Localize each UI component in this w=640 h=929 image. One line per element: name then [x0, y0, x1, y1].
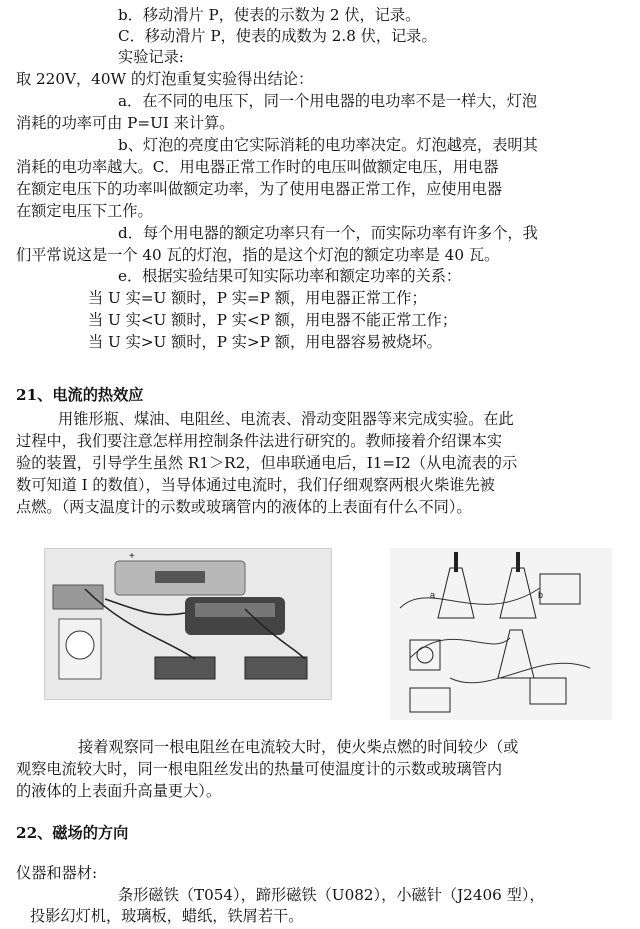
apparatus-photo: [44, 548, 332, 700]
section-heading: 22、磁场的方向: [16, 824, 129, 842]
text-line: 接着观察同一根电阻丝在电流较大时，使火柴点燃的时间较少（或: [78, 738, 519, 756]
text-line: 当 U 实=U 额时，P 实=P 额，用电器正常工作；: [88, 289, 427, 307]
text-line: e．根据实验结果可知实际功率和额定功率的关系：: [118, 267, 462, 285]
text-line: b．移动滑片 P，使表的示数为 2 伏，记录。: [118, 6, 421, 24]
text-line: 条形磁铁（T054），蹄形磁铁（U082），小磁针（J2406 型），: [118, 886, 545, 904]
photo-label: +: [129, 551, 135, 562]
text-line: 仪器和器材:: [16, 864, 98, 882]
text-line: b、灯泡的亮度由它实际消耗的电功率决定。灯泡越亮，表明其: [118, 136, 538, 154]
text-line: 实验记录:: [118, 48, 184, 66]
text-line: 的液体的上表面升高量更大）。: [16, 782, 222, 800]
text-line: 当 U 实>U 额时，P 实>P 额，用电器容易被烧坏。: [88, 333, 442, 351]
text-line: 消耗的电功率越大。C．用电器正常工作时的电压叫做额定电压，用电器: [16, 158, 499, 176]
text-line: a．在不同的电压下，同一个用电器的电功率不是一样大，灯泡: [118, 92, 538, 110]
text-line: 数可知道 I 的数值），当导体通过电流时，我们仔细观察两根火柴谁先被: [16, 476, 495, 494]
text-line: 在额定电压下的功率叫做额定功率，为了使用电器正常工作，应使用电器: [16, 180, 502, 198]
text-line: 观察电流较大时，同一根电阻丝发出的热量可使温度计的示数或玻璃管内: [16, 760, 502, 778]
text-line: C．移动滑片 P，使表的成数为 2.8 伏，记录。: [118, 27, 437, 45]
text-line: 取 220V，40W 的灯泡重复实验得出结论：: [16, 70, 314, 88]
apparatus-sketch: [390, 548, 612, 720]
text-line: 当 U 实<U 额时，P 实<P 额，用电器不能正常工作；: [88, 311, 458, 329]
sketch-label-b: b: [538, 590, 544, 600]
text-line: 点燃。（两支温度计的示数或玻璃管内的液体的上表面有什么不同）。: [16, 498, 472, 516]
text-line: 用锥形瓶、煤油、电阻丝、电流表、滑动变阻器等来完成实验。在此: [58, 410, 514, 428]
text-line: 消耗的功率可由 P=UI 来计算。: [16, 114, 235, 132]
text-line: 们平常说这是一个 40 瓦的灯泡，指的是这个灯泡的额定功率是 40 瓦。: [16, 246, 500, 264]
text-line: 验的装置，引导学生虽然 R1＞R2，但串联通电后，I1=I2（从电流表的示: [16, 454, 518, 472]
section-heading: 21、电流的热效应: [16, 386, 144, 404]
text-line: 在额定电压下工作。: [16, 202, 153, 220]
sketch-label-a: a: [430, 590, 436, 600]
text-line: d．每个用电器的额定功率只有一个，而实际功率有许多个，我: [118, 224, 538, 242]
text-line: 过程中，我们要注意怎样用控制条件法进行研究的。教师接着介绍课本实: [16, 432, 502, 450]
text-line: 投影幻灯机，玻璃板，蜡纸，铁屑若干。: [30, 907, 304, 925]
